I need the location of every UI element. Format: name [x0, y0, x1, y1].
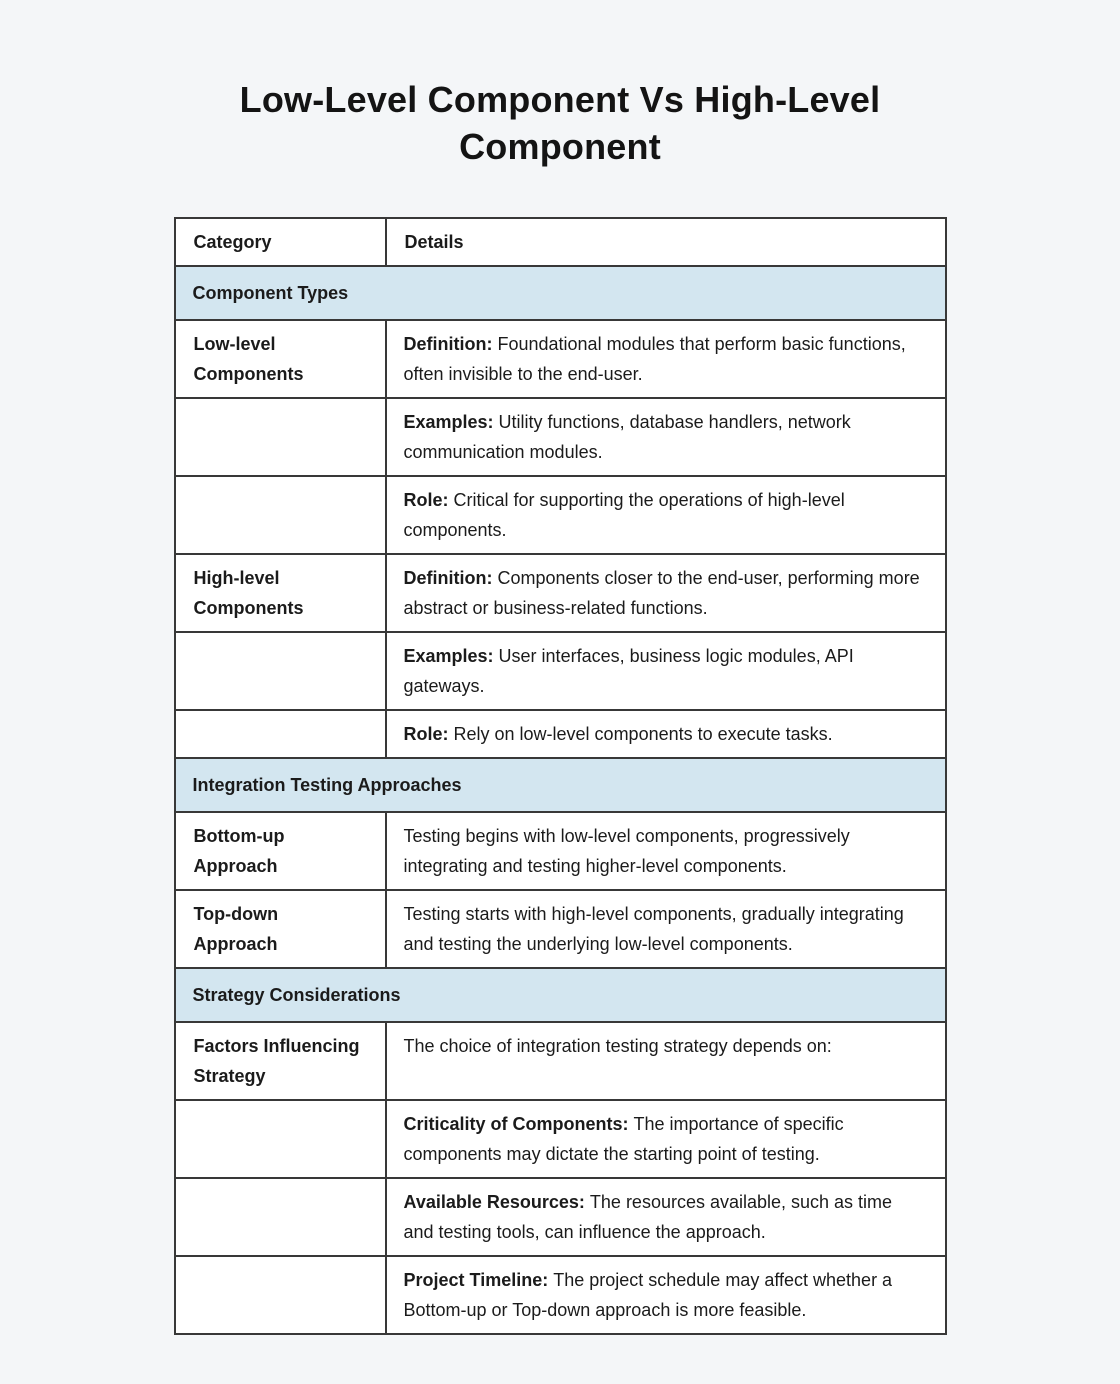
category-cell: Factors Influencing Strategy: [175, 1022, 386, 1100]
table-header-row: [175, 218, 946, 266]
section-title: Strategy Considerations: [175, 968, 946, 1022]
category-cell: [175, 1256, 386, 1334]
details-label: Definition:: [403, 334, 493, 354]
table-row: [175, 812, 946, 890]
table-row: [175, 632, 946, 710]
column-header-category: Category: [175, 218, 386, 266]
details-cell: [386, 476, 946, 554]
details-cell: [386, 1100, 946, 1178]
category-cell: Top-down Approach: [175, 890, 386, 968]
table-row: [175, 890, 946, 968]
section-row: [175, 266, 946, 320]
details-text: Critical for supporting the operations of high-level components.: [403, 490, 845, 540]
details-label: Criticality of Components:: [403, 1114, 629, 1134]
details-text: User interfaces, business logic modules, API gateways.: [403, 646, 854, 696]
category-cell: [175, 398, 386, 476]
details-text: Rely on low-level components to execute tasks.: [453, 724, 833, 744]
details-label: Examples:: [403, 646, 494, 666]
details-cell: [386, 812, 946, 890]
details-text: The project schedule may affect whether a Bottom-up or Top-down approach is more feasible.: [403, 1270, 893, 1320]
details-cell: [386, 890, 946, 968]
details-text: Components closer to the end-user, performing more abstract or business-related functions.: [403, 568, 920, 618]
details-text: Foundational modules that perform basic functions, often invisible to the end-user.: [403, 334, 906, 384]
details-cell: [386, 710, 946, 758]
category-cell: [175, 1100, 386, 1178]
category-cell: [175, 1178, 386, 1256]
details-text: Utility functions, database handlers, network communication modules.: [403, 412, 851, 462]
section-row: [175, 758, 946, 812]
details-label: Project Timeline:: [403, 1270, 549, 1290]
section-title: Integration Testing Approaches: [175, 758, 946, 812]
category-cell: [175, 710, 386, 758]
details-label: Role:: [403, 724, 449, 744]
category-cell: [175, 632, 386, 710]
table-row: [175, 710, 946, 758]
comparison-table: [174, 217, 947, 1335]
table-row: [175, 476, 946, 554]
section-row: [175, 968, 946, 1022]
table-row: [175, 554, 946, 632]
details-cell: [386, 1256, 946, 1334]
category-cell: High-level Components: [175, 554, 386, 632]
table-row: [175, 1100, 946, 1178]
details-cell: [386, 1022, 946, 1100]
details-label: Available Resources:: [403, 1192, 585, 1212]
details-text: Testing begins with low-level components, progressively integrating and testing higher-level components.: [403, 826, 850, 876]
details-text: The resources available, such as time and testing tools, can influence the approach.: [403, 1192, 893, 1242]
details-text: The choice of integration testing strategy depends on:: [403, 1036, 832, 1056]
page-title: Low-Level Component Vs High-Level Component: [239, 79, 881, 167]
category-cell: Bottom-up Approach: [175, 812, 386, 890]
details-text: The importance of specific components may dictate the starting point of testing.: [403, 1114, 844, 1164]
category-cell: Low-level Components: [175, 320, 386, 398]
column-header-details: Details: [386, 218, 946, 266]
details-label: Role:: [403, 490, 449, 510]
details-label: Examples:: [403, 412, 494, 432]
table-row: [175, 1256, 946, 1334]
table-row: [175, 320, 946, 398]
details-cell: [386, 398, 946, 476]
details-label: Definition:: [403, 568, 493, 588]
details-cell: [386, 320, 946, 398]
table-row: [175, 1178, 946, 1256]
category-cell: [175, 476, 386, 554]
table-row: [175, 398, 946, 476]
details-text: Testing starts with high-level components, gradually integrating and testing the underlying low-level components.: [403, 904, 904, 954]
details-cell: [386, 1178, 946, 1256]
details-cell: [386, 554, 946, 632]
table-row: [175, 1022, 946, 1100]
details-cell: [386, 632, 946, 710]
section-title: Component Types: [175, 266, 946, 320]
